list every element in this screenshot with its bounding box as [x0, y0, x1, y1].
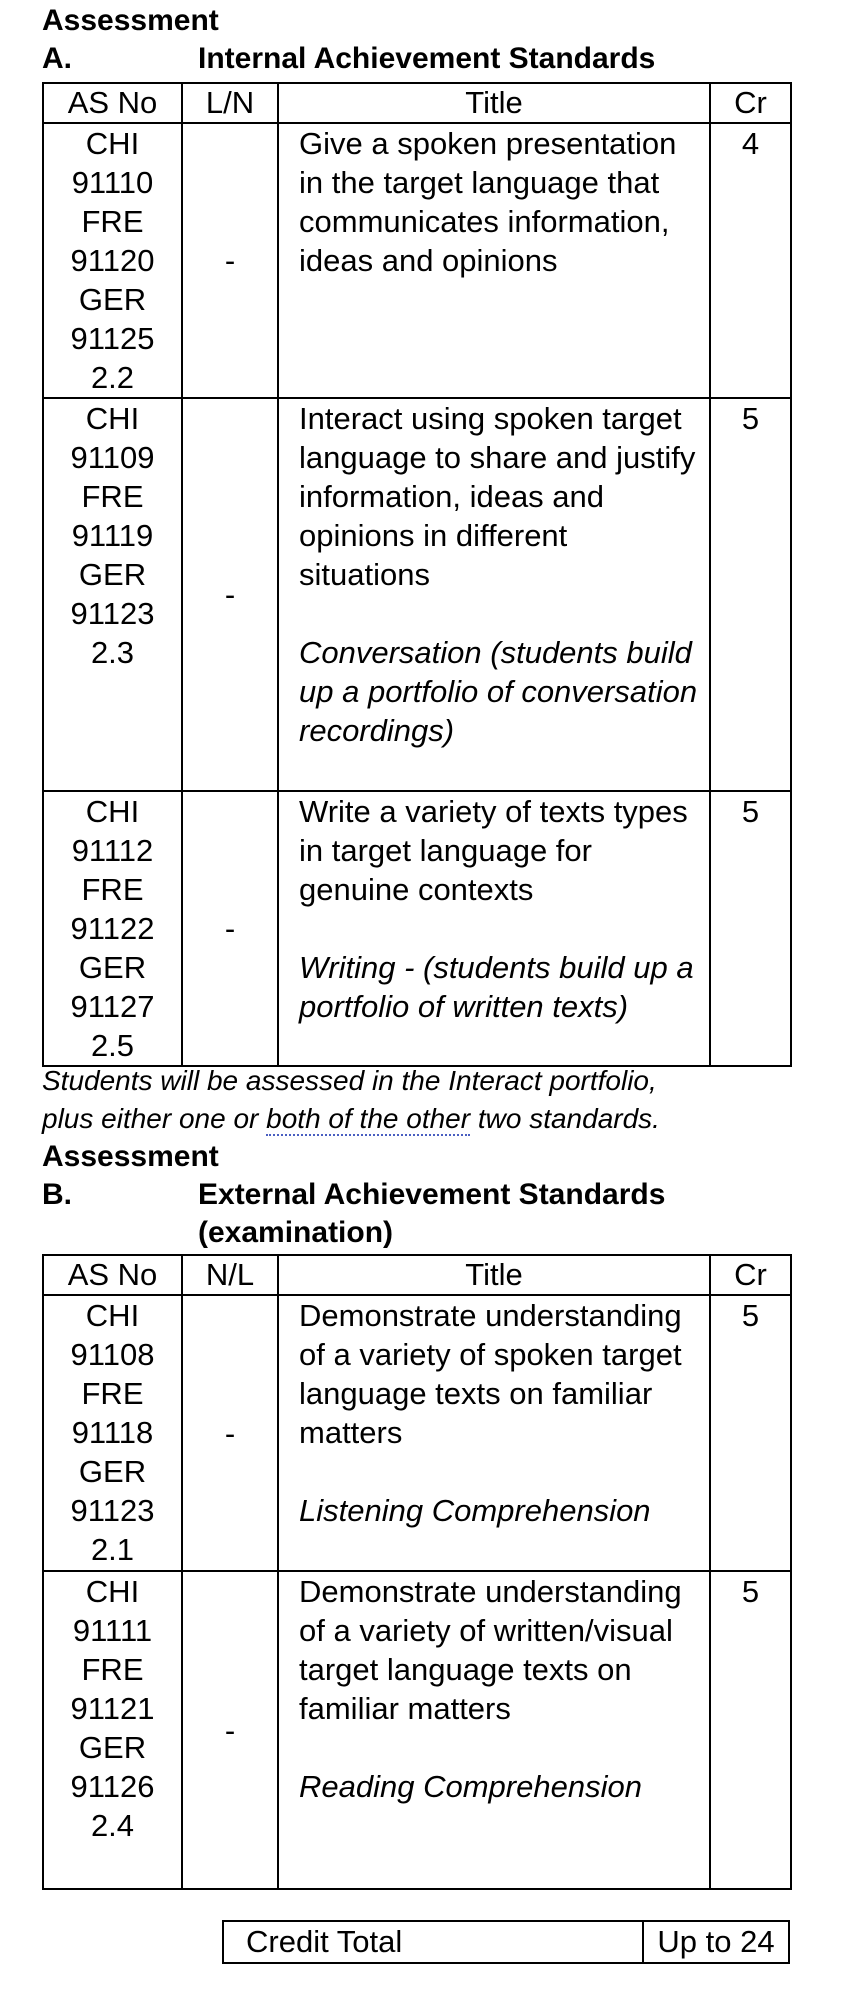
credits-cell: 5	[710, 1571, 791, 1889]
column-header-cr: Cr	[710, 1255, 791, 1295]
internal-standards-table	[42, 82, 792, 1067]
ln-cell: -	[182, 398, 278, 791]
ln-cell: -	[182, 791, 278, 1066]
section-a-letter: A.	[42, 42, 72, 75]
title-cell	[278, 791, 710, 1066]
credit-total-table	[222, 1920, 790, 1964]
table-row	[43, 791, 791, 1066]
as-code: FRE	[81, 1376, 144, 1411]
as-code: 91126	[70, 1769, 155, 1804]
as-code: 91120	[70, 243, 155, 278]
as-code: GER	[78, 950, 147, 985]
standard-subtitle: Listening Comprehension	[299, 1493, 651, 1528]
as-number-cell	[43, 1571, 182, 1889]
assessment-note-line-2	[42, 1100, 660, 1138]
title-cell	[278, 123, 710, 398]
as-code: 91123	[70, 1493, 155, 1528]
column-header-title: Title	[278, 1255, 710, 1295]
credits-cell: 5	[710, 1295, 791, 1571]
nl-cell: -	[182, 1571, 278, 1889]
as-code: 91109	[70, 440, 155, 475]
ln-cell: -	[182, 123, 278, 398]
as-code: 2.4	[90, 1808, 135, 1843]
as-code: 91112	[71, 833, 154, 868]
as-code: 91118	[71, 1415, 154, 1450]
standard-subtitle: Reading Comprehension	[299, 1769, 642, 1804]
column-header-nl: N/L	[182, 1255, 278, 1295]
credits-cell: 5	[710, 791, 791, 1066]
as-code: GER	[78, 1730, 147, 1765]
table-row	[43, 123, 791, 398]
as-code: 91121	[70, 1691, 155, 1726]
credit-total-value: Up to 24	[643, 1921, 789, 1963]
external-standards-table	[42, 1254, 792, 1890]
as-number-cell	[43, 1295, 182, 1571]
as-code: 91125	[70, 321, 155, 356]
as-code: GER	[78, 1454, 147, 1489]
column-header-title: Title	[278, 83, 710, 123]
title-cell	[278, 398, 710, 791]
table-row	[43, 1571, 791, 1889]
credit-total-row	[223, 1921, 789, 1963]
column-header-ln: L/N	[182, 83, 278, 123]
section-a-title: Internal Achievement Standards	[198, 42, 656, 75]
as-code: FRE	[81, 479, 144, 514]
note-text: two standards.	[470, 1103, 660, 1134]
as-number-cell	[43, 791, 182, 1066]
standard-subtitle: Writing - (students build up a portfolio of written texts)	[299, 950, 694, 1024]
section-a-heading: Assessment	[42, 4, 219, 37]
as-code: 2.3	[90, 635, 135, 670]
standard-title: Demonstrate understanding of a variety of spoken target language texts on familiar matters	[299, 1298, 682, 1450]
credits-cell: 4	[710, 123, 791, 398]
table-header-row	[43, 1255, 791, 1295]
as-number-cell	[43, 123, 182, 398]
column-header-cr: Cr	[710, 83, 791, 123]
as-code: GER	[78, 282, 147, 317]
as-code: CHI	[85, 1574, 140, 1609]
assessment-note-line-1: Students will be assessed in the Interact portfolio,	[42, 1065, 657, 1096]
section-b-letter: B.	[42, 1178, 72, 1211]
as-code: 91123	[70, 596, 155, 631]
section-b-title-line-1: External Achievement Standards	[198, 1178, 666, 1211]
as-code: 91108	[70, 1337, 155, 1372]
section-b-heading: Assessment	[42, 1140, 219, 1173]
as-code: FRE	[81, 1652, 144, 1687]
as-code: CHI	[85, 1298, 140, 1333]
table-row	[43, 1295, 791, 1571]
credit-total-label: Credit Total	[223, 1921, 643, 1963]
as-code: 91122	[70, 911, 155, 946]
as-code: 91119	[71, 518, 154, 553]
section-b-title-line-2: (examination)	[198, 1216, 394, 1249]
title-cell	[278, 1571, 710, 1889]
as-code: 2.5	[90, 1028, 135, 1063]
as-code: 2.2	[90, 360, 135, 395]
table-header-row	[43, 83, 791, 123]
as-code: CHI	[85, 401, 140, 436]
as-code: CHI	[85, 126, 140, 161]
as-code: FRE	[81, 872, 144, 907]
nl-cell: -	[182, 1295, 278, 1571]
as-code: 91127	[70, 989, 155, 1024]
as-code: 2.1	[90, 1532, 135, 1567]
as-code: FRE	[81, 204, 144, 239]
as-number-cell	[43, 398, 182, 791]
column-header-as-no: AS No	[43, 83, 182, 123]
as-code: GER	[78, 557, 147, 592]
as-code: CHI	[85, 794, 140, 829]
standard-title: Interact using spoken target language to share and justify information, ideas and opinions in different situations	[299, 401, 696, 592]
credits-cell: 5	[710, 398, 791, 791]
as-code: 91110	[71, 165, 154, 200]
column-header-as-no: AS No	[43, 1255, 182, 1295]
grammar-marked-text: both of the other	[266, 1103, 471, 1134]
as-code: 91111	[72, 1613, 153, 1648]
standard-title: Demonstrate understanding of a variety of written/visual target language texts on familiar matters	[299, 1574, 682, 1726]
standard-title: Give a spoken presentation in the target language that communicates information, ideas and opinions	[299, 126, 677, 278]
standard-title: Write a variety of texts types in target language for genuine contexts	[299, 794, 688, 907]
note-text: plus either one or	[42, 1103, 267, 1134]
table-row	[43, 398, 791, 791]
standard-subtitle: Conversation (students build up a portfolio of conversation recordings)	[299, 635, 698, 748]
title-cell	[278, 1295, 710, 1571]
